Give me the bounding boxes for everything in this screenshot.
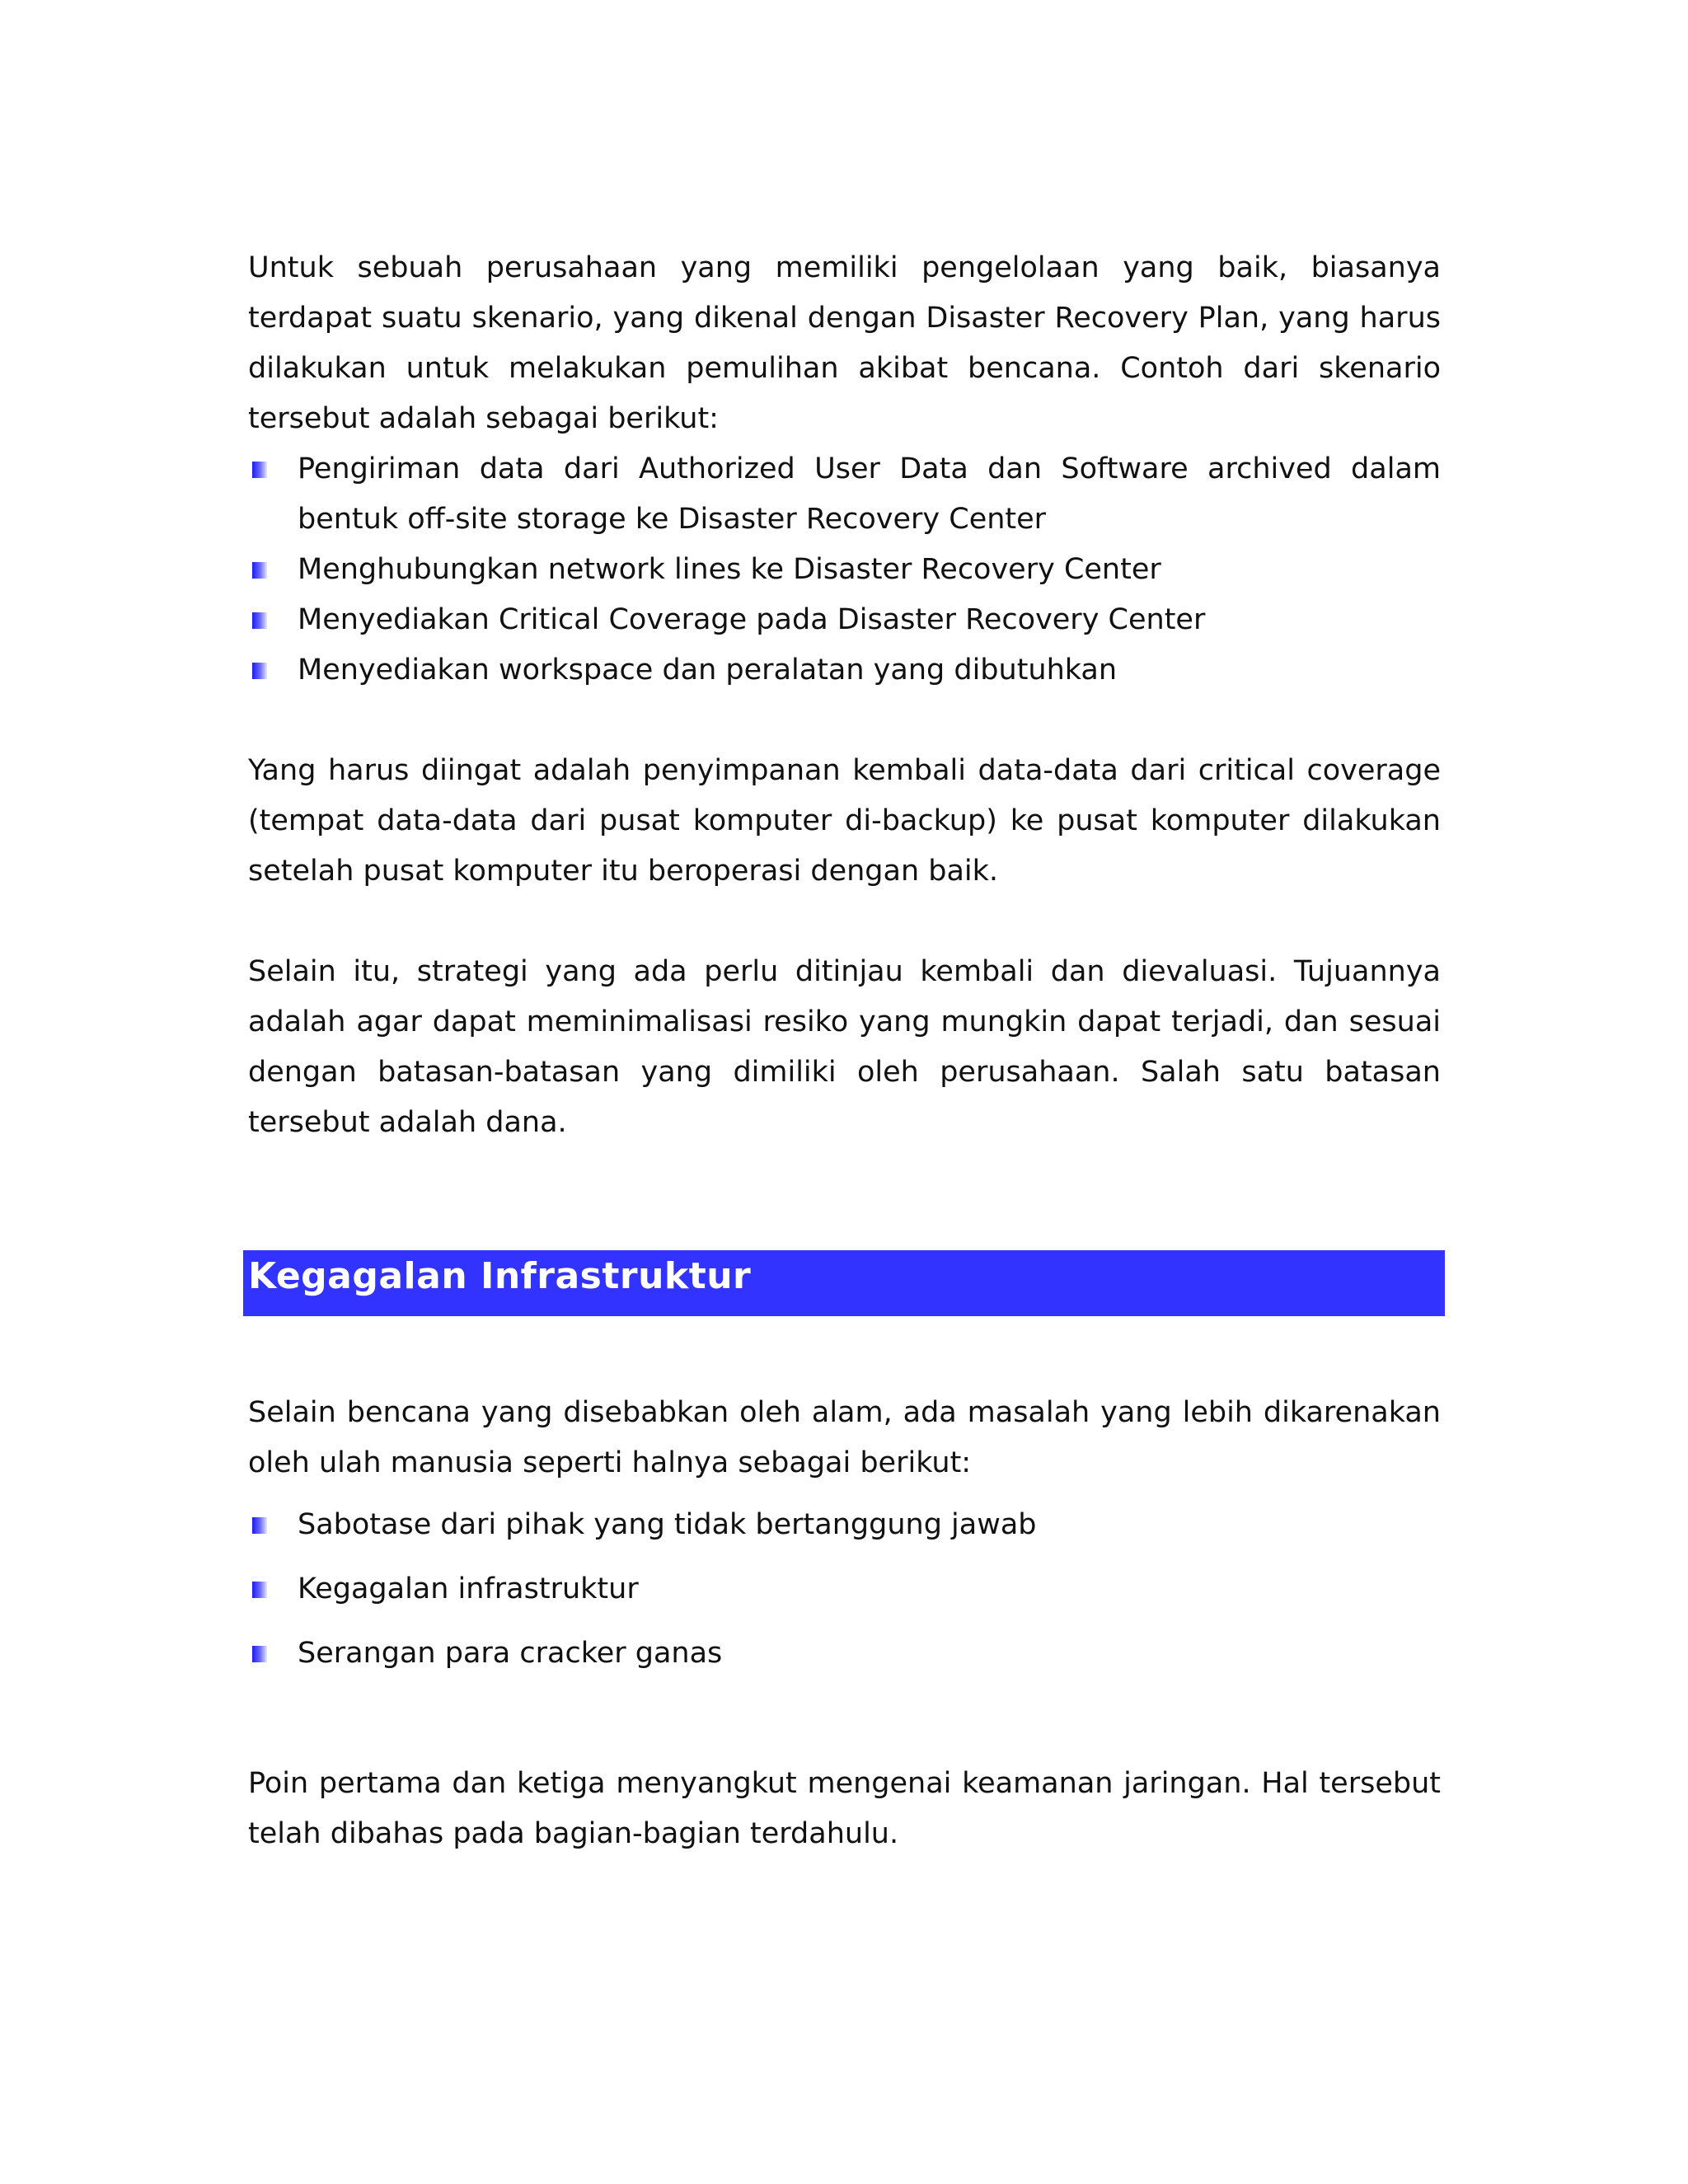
square-bullet-icon	[252, 562, 267, 579]
list-item-text: Menyediakan Critical Coverage pada Disaster Recovery Center	[298, 603, 1206, 636]
strategy-paragraph: Selain itu, strategi yang ada perlu ditinjau kembali dan dievaluasi. Tujuannya adalah agar dapat meminimalisasi resiko yang mungkin dapat terjadi, dan sesuai dengan batasan-batasan yang dimiliki oleh perusahaan. Salah satu batasan tersebut adalah dana.	[248, 955, 1441, 1139]
closing-section	[248, 1759, 1441, 1859]
list-item	[248, 1564, 1441, 1615]
list-item	[248, 1500, 1441, 1550]
causes-paragraph: Selain bencana yang disebabkan oleh alam, ada masalah yang lebih dikarenakan oleh ulah manusia seperti halnya sebagai berikut:	[248, 1396, 1441, 1479]
list-item	[248, 645, 1441, 696]
section-heading: Kegagalan Infrastruktur	[248, 1255, 752, 1297]
square-bullet-icon	[252, 1517, 267, 1534]
section-heading-bar	[243, 1250, 1445, 1316]
list-item-text: Menghubungkan network lines ke Disaster Recovery Center	[298, 553, 1161, 586]
list-item-text: Pengiriman data dari Authorized User Data dan Software archived dalam bentuk off-site storage ke Disaster Recovery Center	[298, 452, 1441, 536]
square-bullet-icon	[252, 462, 267, 478]
list-item	[248, 545, 1441, 595]
recovery-steps-list	[248, 444, 1441, 696]
list-item	[248, 595, 1441, 645]
list-item-text: Serangan para cracker ganas	[298, 1637, 723, 1670]
intro-section	[248, 243, 1441, 1148]
intro-paragraph: Untuk sebuah perusahaan yang memiliki pengelolaan yang baik, biasanya terdapat suatu skenario, yang dikenal dengan Disaster Recovery Plan, yang harus dilakukan untuk melakukan pemulihan akibat bencana. Contoh dari skenario tersebut adalah sebagai berikut:	[248, 251, 1441, 435]
square-bullet-icon	[252, 663, 267, 679]
square-bullet-icon	[252, 1582, 267, 1598]
causes-list	[248, 1500, 1441, 1679]
restore-paragraph: Yang harus diingat adalah penyimpanan kembali data-data dari critical coverage (tempat data-data dari pusat komputer di-backup) ke pusat komputer dilakukan setelah pusat komputer itu beroperasi dengan baik.	[248, 754, 1441, 888]
square-bullet-icon	[252, 1646, 267, 1662]
closing-paragraph: Poin pertama dan ketiga menyangkut mengenai keamanan jaringan. Hal tersebut telah dibahas pada bagian-bagian terdahulu.	[248, 1767, 1441, 1850]
list-item	[248, 1629, 1441, 1679]
list-item-text: Sabotase dari pihak yang tidak bertanggung jawab	[298, 1508, 1037, 1541]
infrastructure-section	[248, 1388, 1441, 1693]
list-item-text: Menyediakan workspace dan peralatan yang dibutuhkan	[298, 654, 1118, 687]
square-bullet-icon	[252, 612, 267, 629]
list-item	[248, 444, 1441, 545]
list-item-text: Kegagalan infrastruktur	[298, 1572, 639, 1605]
